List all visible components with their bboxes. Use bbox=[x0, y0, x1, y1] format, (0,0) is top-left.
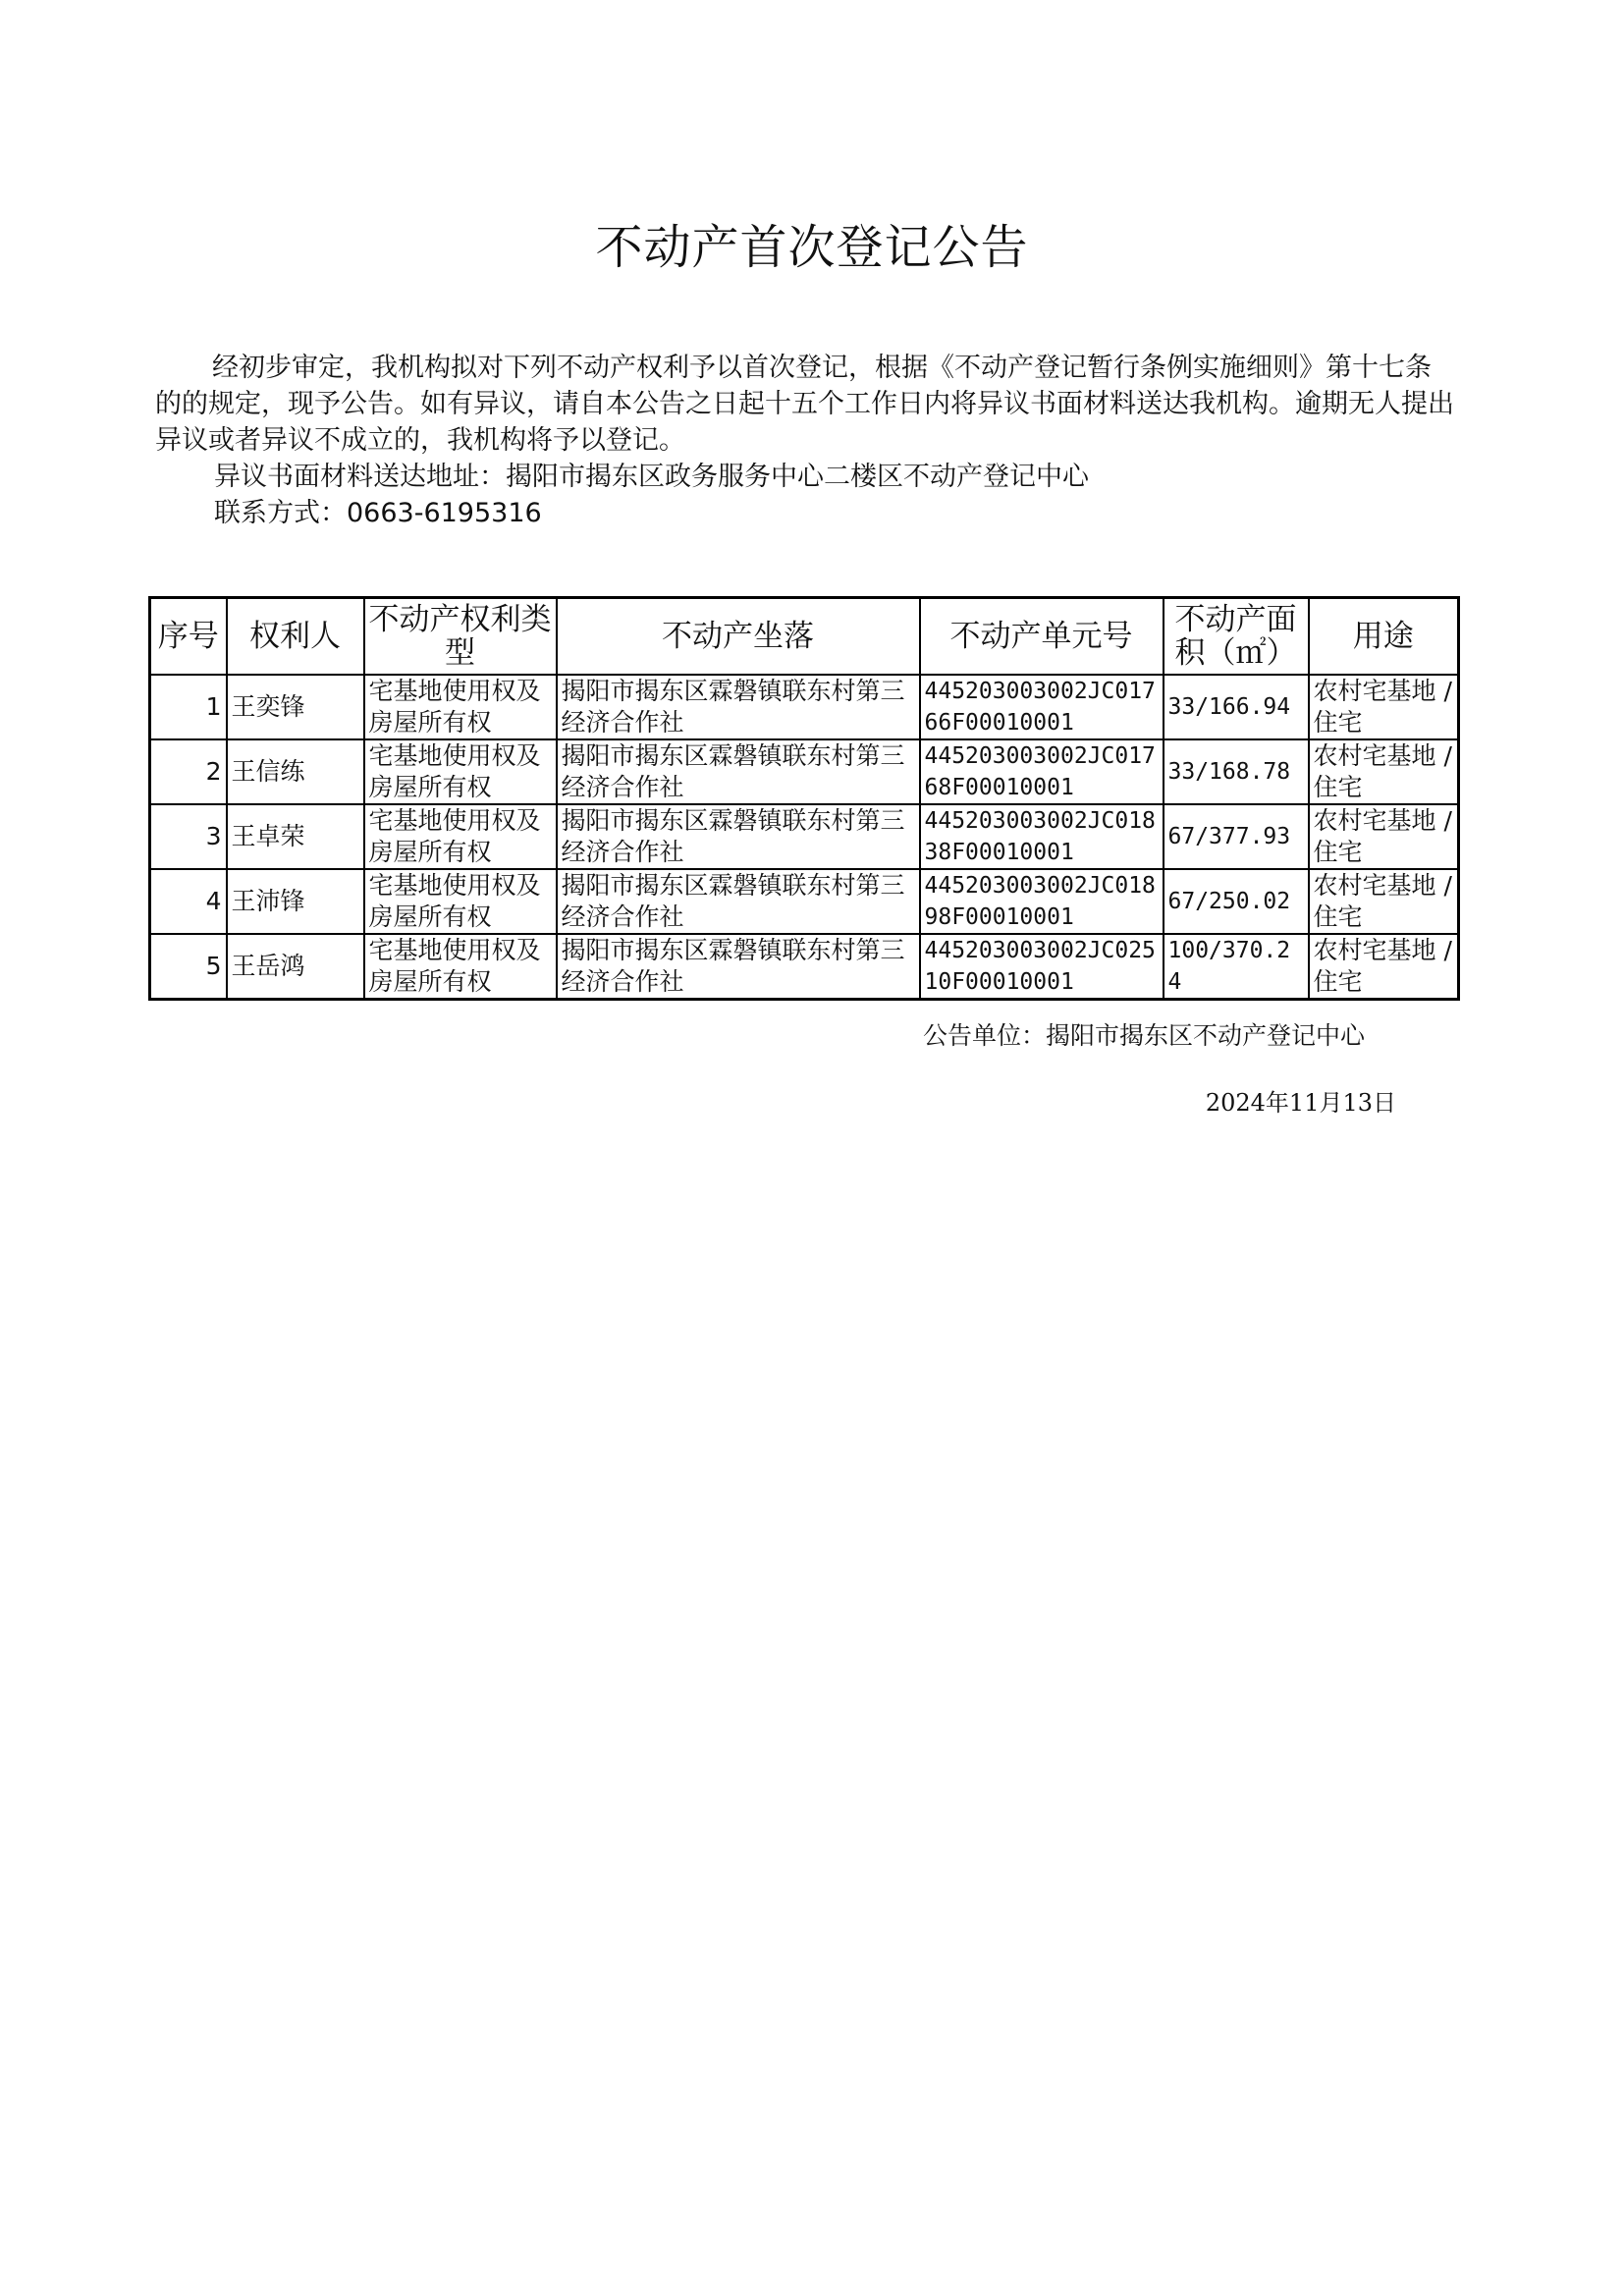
table-row bbox=[150, 869, 1459, 934]
cell-location: 揭阳市揭东区霖磐镇联东村第三经济合作社 bbox=[557, 739, 920, 804]
cell-use: 农村宅基地 / 住宅 bbox=[1309, 739, 1459, 804]
cell-no: 4 bbox=[150, 869, 227, 934]
cell-unit-no: 445203003002JC01766F00010001 bbox=[920, 675, 1164, 739]
cell-unit-no: 445203003002JC01838F00010001 bbox=[920, 804, 1164, 869]
cell-unit-no: 445203003002JC01768F00010001 bbox=[920, 739, 1164, 804]
cell-use: 农村宅基地 / 住宅 bbox=[1309, 804, 1459, 869]
cell-no: 1 bbox=[150, 675, 227, 739]
cell-location: 揭阳市揭东区霖磐镇联东村第三经济合作社 bbox=[557, 804, 920, 869]
header-cell-area: 不动产面积（㎡） bbox=[1164, 598, 1309, 676]
cell-unit-no: 445203003002JC02510F00010001 bbox=[920, 934, 1164, 1000]
cell-owner: 王卓荣 bbox=[227, 804, 364, 869]
cell-owner: 王岳鸿 bbox=[227, 934, 364, 1000]
cell-no: 5 bbox=[150, 934, 227, 1000]
header-cell-location: 不动产坐落 bbox=[557, 598, 920, 676]
cell-area: 67/377.93 bbox=[1164, 804, 1309, 869]
table-header-row bbox=[150, 598, 1459, 676]
header-cell-unit-no: 不动产单元号 bbox=[920, 598, 1164, 676]
cell-right-type: 宅基地使用权及房屋所有权 bbox=[364, 934, 557, 1000]
contact-info: 联系方式：0663-6195316 bbox=[214, 498, 542, 528]
cell-area: 67/250.02 bbox=[1164, 869, 1309, 934]
header-cell-no: 序号 bbox=[150, 598, 227, 676]
cell-area: 100/370.24 bbox=[1164, 934, 1309, 1000]
table-row bbox=[150, 675, 1459, 739]
cell-owner: 王奕锋 bbox=[227, 675, 364, 739]
header-cell-owner: 权利人 bbox=[227, 598, 364, 676]
cell-owner: 王信练 bbox=[227, 739, 364, 804]
intro-paragraph: 经初步审定，我机构拟对下列不动产权利予以首次登记，根据《不动产登记暂行条例实施细则》第十七条的的规定，现予公告。如有异议，请自本公告之日起十五个工作日内将异议书面材料送达我机构。逾期无人提出异议或者异议不成立的，我机构将予以登记。 bbox=[155, 353, 1454, 456]
cell-area: 33/166.94 bbox=[1164, 675, 1309, 739]
cell-no: 2 bbox=[150, 739, 227, 804]
cell-area: 33/168.78 bbox=[1164, 739, 1309, 804]
cell-use: 农村宅基地 / 住宅 bbox=[1309, 869, 1459, 934]
cell-location: 揭阳市揭东区霖磐镇联东村第三经济合作社 bbox=[557, 934, 920, 1000]
header-cell-use: 用途 bbox=[1309, 598, 1459, 676]
table-row bbox=[150, 739, 1459, 804]
cell-use: 农村宅基地 / 住宅 bbox=[1309, 675, 1459, 739]
cell-right-type: 宅基地使用权及房屋所有权 bbox=[364, 675, 557, 739]
cell-location: 揭阳市揭东区霖磐镇联东村第三经济合作社 bbox=[557, 675, 920, 739]
intro-section bbox=[155, 350, 1457, 531]
table-row bbox=[150, 934, 1459, 1000]
objection-address: 异议书面材料送达地址：揭阳市揭东区政务服务中心二楼区不动产登记中心 bbox=[214, 462, 1089, 492]
table-row bbox=[150, 804, 1459, 869]
cell-location: 揭阳市揭东区霖磐镇联东村第三经济合作社 bbox=[557, 869, 920, 934]
page-title: 不动产首次登记公告 bbox=[595, 220, 1029, 275]
cell-right-type: 宅基地使用权及房屋所有权 bbox=[364, 869, 557, 934]
cell-no: 3 bbox=[150, 804, 227, 869]
cell-use: 农村宅基地 / 住宅 bbox=[1309, 934, 1459, 1000]
cell-unit-no: 445203003002JC01898F00010001 bbox=[920, 869, 1164, 934]
announcement-date: 2024年11月13日 bbox=[1205, 1089, 1396, 1117]
cell-right-type: 宅基地使用权及房屋所有权 bbox=[364, 739, 557, 804]
header-cell-right-type: 不动产权利类型 bbox=[364, 598, 557, 676]
registration-table bbox=[148, 596, 1460, 1001]
announcing-unit: 公告单位：揭阳市揭东区不动产登记中心 bbox=[923, 1021, 1366, 1050]
cell-owner: 王沛锋 bbox=[227, 869, 364, 934]
cell-right-type: 宅基地使用权及房屋所有权 bbox=[364, 804, 557, 869]
